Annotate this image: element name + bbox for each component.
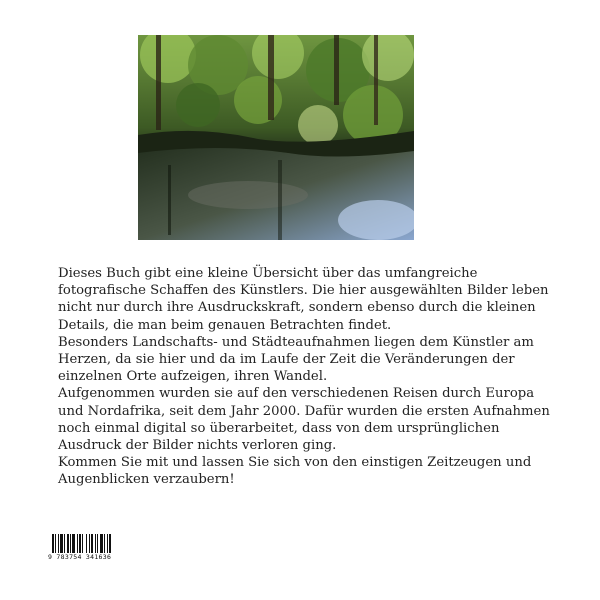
back-cover-blurb [58, 265, 550, 489]
cover-photo [138, 35, 414, 240]
barcode-bar [104, 534, 105, 554]
barcode-bar [107, 534, 108, 554]
barcode-bar [89, 534, 90, 554]
barcode-bar [100, 534, 103, 554]
barcode-bar [52, 534, 54, 554]
barcode-bar [109, 534, 111, 554]
barcode-bar [91, 534, 93, 554]
barcode-bar [60, 534, 63, 554]
barcode-bar [86, 534, 87, 554]
barcode-bar [97, 534, 98, 554]
barcode-bar [95, 534, 96, 554]
barcode-bar [82, 534, 83, 554]
blurb-paragraph-1: Dieses Buch gibt eine kleine Übersicht über das umfangreiche fotografische Schaffen des Künstlers. Die hier ausgewählten Bilder leben nicht nur durch ihre Ausdruckskraft, sondern ebenso durch die kleinen Details, die man beim genauen Betrachten findet. [58, 266, 549, 333]
barcode-bar [72, 534, 75, 554]
blurb-paragraph-3: Aufgenommen wurden sie auf den verschiedenen Reisen durch Europa und Nordafrika, seit dem Jahr 2000. Dafür wurden die ersten Aufnahmen noch einmal digital so überarbeitet, dass von dem ursprünglichen Ausdruck der Bilder nichts verloren ging. [58, 386, 550, 454]
barcode-bar [67, 534, 69, 554]
barcode-bar [70, 534, 71, 554]
blurb-paragraph-4: Kommen Sie mit und lassen Sie sich von den einstigen Zeitzeugen und Augenblicken verzaubern! [58, 455, 532, 488]
blurb-paragraph-2: Besonders Landschafts- und Städteaufnahmen liegen dem Künstler am Herzen, da sie hier und da im Laufe der Zeit die Veränderungen der einzelnen Orte aufzeigen, ihren Wandel. [58, 334, 534, 385]
barcode-bar [79, 534, 81, 554]
barcode-bar [58, 534, 59, 554]
barcode-bar [64, 534, 65, 554]
barcode-bar [55, 534, 56, 554]
barcode-bar [77, 534, 78, 554]
isbn-number: 9 783754 341636 [48, 553, 138, 561]
